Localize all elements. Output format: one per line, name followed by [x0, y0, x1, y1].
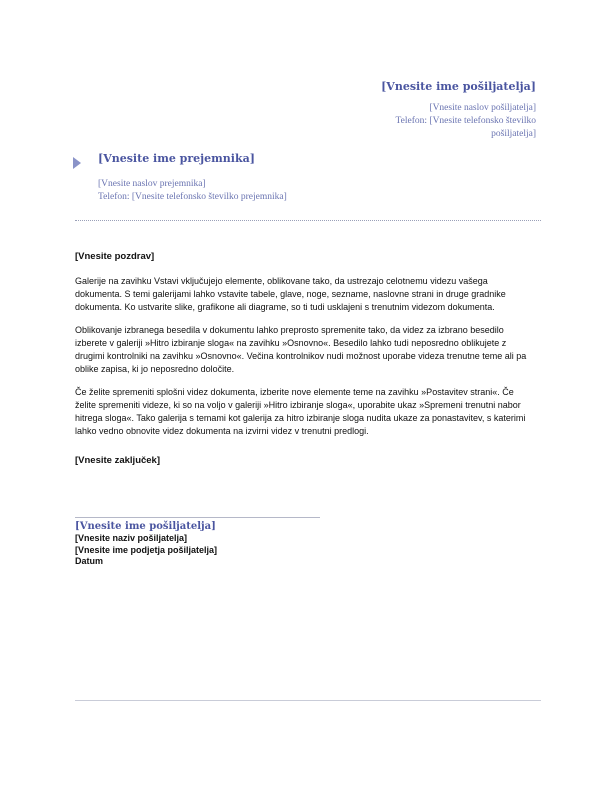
closing[interactable]: [Vnesite zaključek]: [75, 455, 161, 466]
footer-divider: [75, 700, 541, 701]
sender-block: [236, 80, 536, 141]
greeting[interactable]: [Vnesite pozdrav]: [75, 251, 155, 262]
recipient-name[interactable]: [Vnesite ime prejemnika]: [98, 152, 255, 165]
letter-body: [75, 250, 537, 467]
arrow-marker-icon: [72, 156, 82, 170]
sender-phone-value[interactable]: [Vnesite telefonsko številko: [429, 116, 536, 126]
body-paragraph[interactable]: Če želite spremeniti splošni videz dokumenta, izberite nove elemente teme na zavihku »Postavitev strani«. Če želite spremeniti videze, ki so na voljo v galeriji »Hitro izbiranje sloga«, uporabite ukaz »Spremeni trenutni nabor hitrega sloga«. Tako galerija s temami kot galerija za hitro izbiranje sloga nudita ukaze za ponastavitev, s katerimi lahko vedno obnovite videz dokumenta na izvirni videz v trenutni predlogi.: [75, 387, 526, 436]
sender-phone-row: [236, 115, 536, 128]
recipient-phone[interactable]: Telefon: [Vnesite telefonsko številko prejemnika]: [98, 192, 287, 202]
signature-name[interactable]: [Vnesite ime pošiljatelja]: [75, 521, 216, 532]
signature-company[interactable]: [Vnesite ime podjetja pošiljatelja]: [75, 544, 218, 555]
signature-block: [75, 520, 375, 568]
header-divider: [75, 220, 541, 221]
signature-date[interactable]: Datum: [75, 556, 104, 566]
recipient-contact: [98, 178, 498, 204]
signature-line: [75, 517, 320, 518]
sender-address[interactable]: [Vnesite naslov pošiljatelja]: [429, 103, 536, 113]
sender-phone-continuation[interactable]: pošiljatelja]: [491, 129, 536, 139]
sender-phone-label: Telefon:: [395, 116, 428, 126]
body-paragraph[interactable]: Oblikovanje izbranega besedila v dokumentu lahko preprosto spremenite tako, da videz za izbrano besedilo izberete v galeriji »Hitro izbiranje sloga« na zavihku »Osnovno«. Besedilo lahko tudi neposredno oblikujete z drugimi kontrolniki na zavihku »Osnovno«. Večina kontrolnikov nudi možnost uporabe videza trenutne teme ali pa oblike zapisa, ki jo neposredno določite.: [75, 325, 527, 374]
signature-company-name[interactable]: [Vnesite naziv pošiljatelja]: [75, 533, 188, 543]
sender-name[interactable]: [Vnesite ime pošiljatelja]: [381, 80, 536, 93]
sender-contact: [236, 102, 536, 141]
recipient-block: [78, 152, 498, 204]
recipient-address[interactable]: [Vnesite naslov prejemnika]: [98, 179, 206, 189]
body-paragraph[interactable]: Galerije na zavihku Vstavi vključujejo elemente, oblikovane tako, da ustrezajo celotnemu videzu vašega dokumenta. S temi galerijami lahko vstavite tabele, glave, noge, sezname, naslovne strani in druge gradnike dokumenta. Ko ustvarite slike, grafikone ali diagrame, so ti tudi usklajeni s trenutnim videzom dokumenta.: [75, 276, 506, 312]
